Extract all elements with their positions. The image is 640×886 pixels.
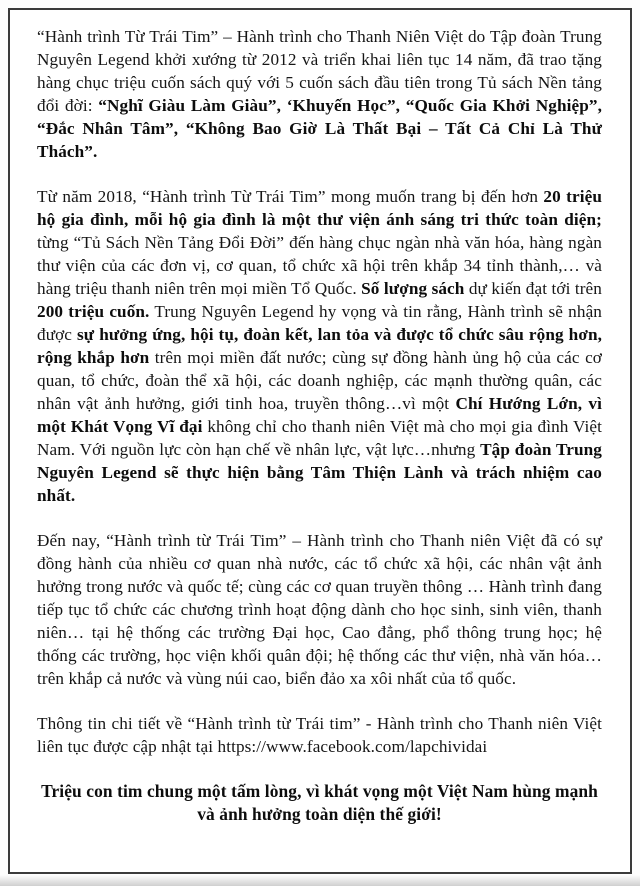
bold-text-run: 200 triệu cuốn. — [37, 302, 150, 321]
paragraph-intro-history — [37, 25, 602, 163]
bold-text-run: Chí Hướng Lớn, vì một Khát Vọng Vĩ đại — [37, 394, 602, 436]
scan-bottom-shadow — [0, 875, 640, 886]
scanned-document-page — [8, 8, 632, 874]
bold-text-run: 20 triệu hộ gia đình, mỗi hộ gia đình là một thư viện ánh sáng tri thức toàn diện; — [37, 187, 603, 229]
text-run: trên mọi miền đất nước; cùng sự đồng hành ủng hộ của các cơ quan, tổ chức, đoàn thể xã hội, các doanh nghiệp, các mạnh thường quân, các nhân vật ảnh hưởng, giới tinh hoa, truyền thông…vì một — [37, 348, 602, 413]
closing-slogan — [37, 780, 602, 826]
text-run: Trung Nguyên Legend hy vọng và tin rằng, Hành trình sẽ nhận được — [37, 302, 602, 344]
text-run: Thông tin chi tiết về “Hành trình từ Trái tim” - Hành trình cho Thanh niên Việt liên tục được cập nhật tại — [37, 714, 602, 756]
paragraph-contact-info — [37, 712, 602, 758]
paragraph-vision-2018 — [37, 185, 602, 507]
text-run: Từ năm 2018, “Hành trình Từ Trái Tim” mong muốn trang bị đến hơn — [37, 187, 544, 206]
facebook-url: https://www.facebook.com/lapchividai — [217, 737, 488, 756]
text-run: dự kiến đạt tới trên — [464, 279, 602, 298]
page-text-area — [10, 10, 630, 826]
bold-text-run: Tập đoàn Trung Nguyên Legend sẽ thực hiện bằng Tâm Thiện Lành và trách nhiệm cao nhất. — [37, 440, 602, 505]
closing-slogan-bold — [41, 781, 598, 824]
text-run: “Hành trình Từ Trái Tim” – Hành trình cho Thanh Niên Việt do Tập đoàn Trung Nguyên Legend khởi xướng từ 2012 và triển khai liên tục 14 năm, đã trao tặng hàng chục triệu cuốn sách quý với 5 cuốn sách đầu tiên trong Tủ sách Nền tảng đổi đời: — [37, 27, 602, 115]
bold-text-run: sự hưởng ứng, hội tụ, đoàn kết, lan tỏa và được tổ chức sâu rộng hơn, rộng khắp hơn — [37, 325, 602, 367]
text-run: Đến nay, “Hành trình từ Trái Tim” – Hành trình cho Thanh niên Việt đã có sự đồng hành của nhiều cơ quan nhà nước, các tổ chức xã hội, các nhân vật ảnh hưởng trong nước và quốc tế; cùng các cơ quan truyền thông … Hành trình đang tiếp tục tổ chức các chương trình hoạt động dành cho học sinh, sinh viên, thanh niên… tại hệ thống các trường Đại học, Cao đẳng, phổ thông trung học; hệ thống các trường, học viện khối quân đội; hệ thống các thư viện, nhà văn hóa… trên khắp cả nước và vùng núi cao, biển đảo xa xôi nhất của tổ quốc. — [37, 531, 602, 688]
closing-slogan-line-2: và ảnh hưởng toàn diện thế giới! — [197, 804, 442, 824]
text-run: không chỉ cho thanh niên Việt mà cho mọi gia đình Việt Nam. Với nguồn lực còn hạn chế về nhân lực, vật lực…nhưng — [37, 417, 602, 459]
closing-slogan-line-1: Triệu con tim chung một tấm lòng, vì khát vọng một Việt Nam hùng mạnh — [41, 781, 598, 801]
paragraph-progress-to-date — [37, 529, 602, 690]
book-titles-bold-run: “Nghĩ Giàu Làm Giàu”, ‘Khuyến Học”, “Quốc Gia Khởi Nghiệp”, “Đắc Nhân Tâm”, “Không Bao Giờ Là Thất Bại – Tất Cả Chỉ Là Thử Thách”. — [37, 96, 602, 161]
text-run: từng “Tủ Sách Nền Tảng Đổi Đời” đến hàng chục ngàn nhà văn hóa, hàng ngàn thư viện của các đơn vị, cơ quan, tổ chức xã hội trên khắp 34 tỉnh thành,… và hàng triệu thanh niên trên mọi miền Tổ Quốc. — [37, 233, 602, 298]
bold-text-run: Số lượng sách — [361, 279, 465, 298]
